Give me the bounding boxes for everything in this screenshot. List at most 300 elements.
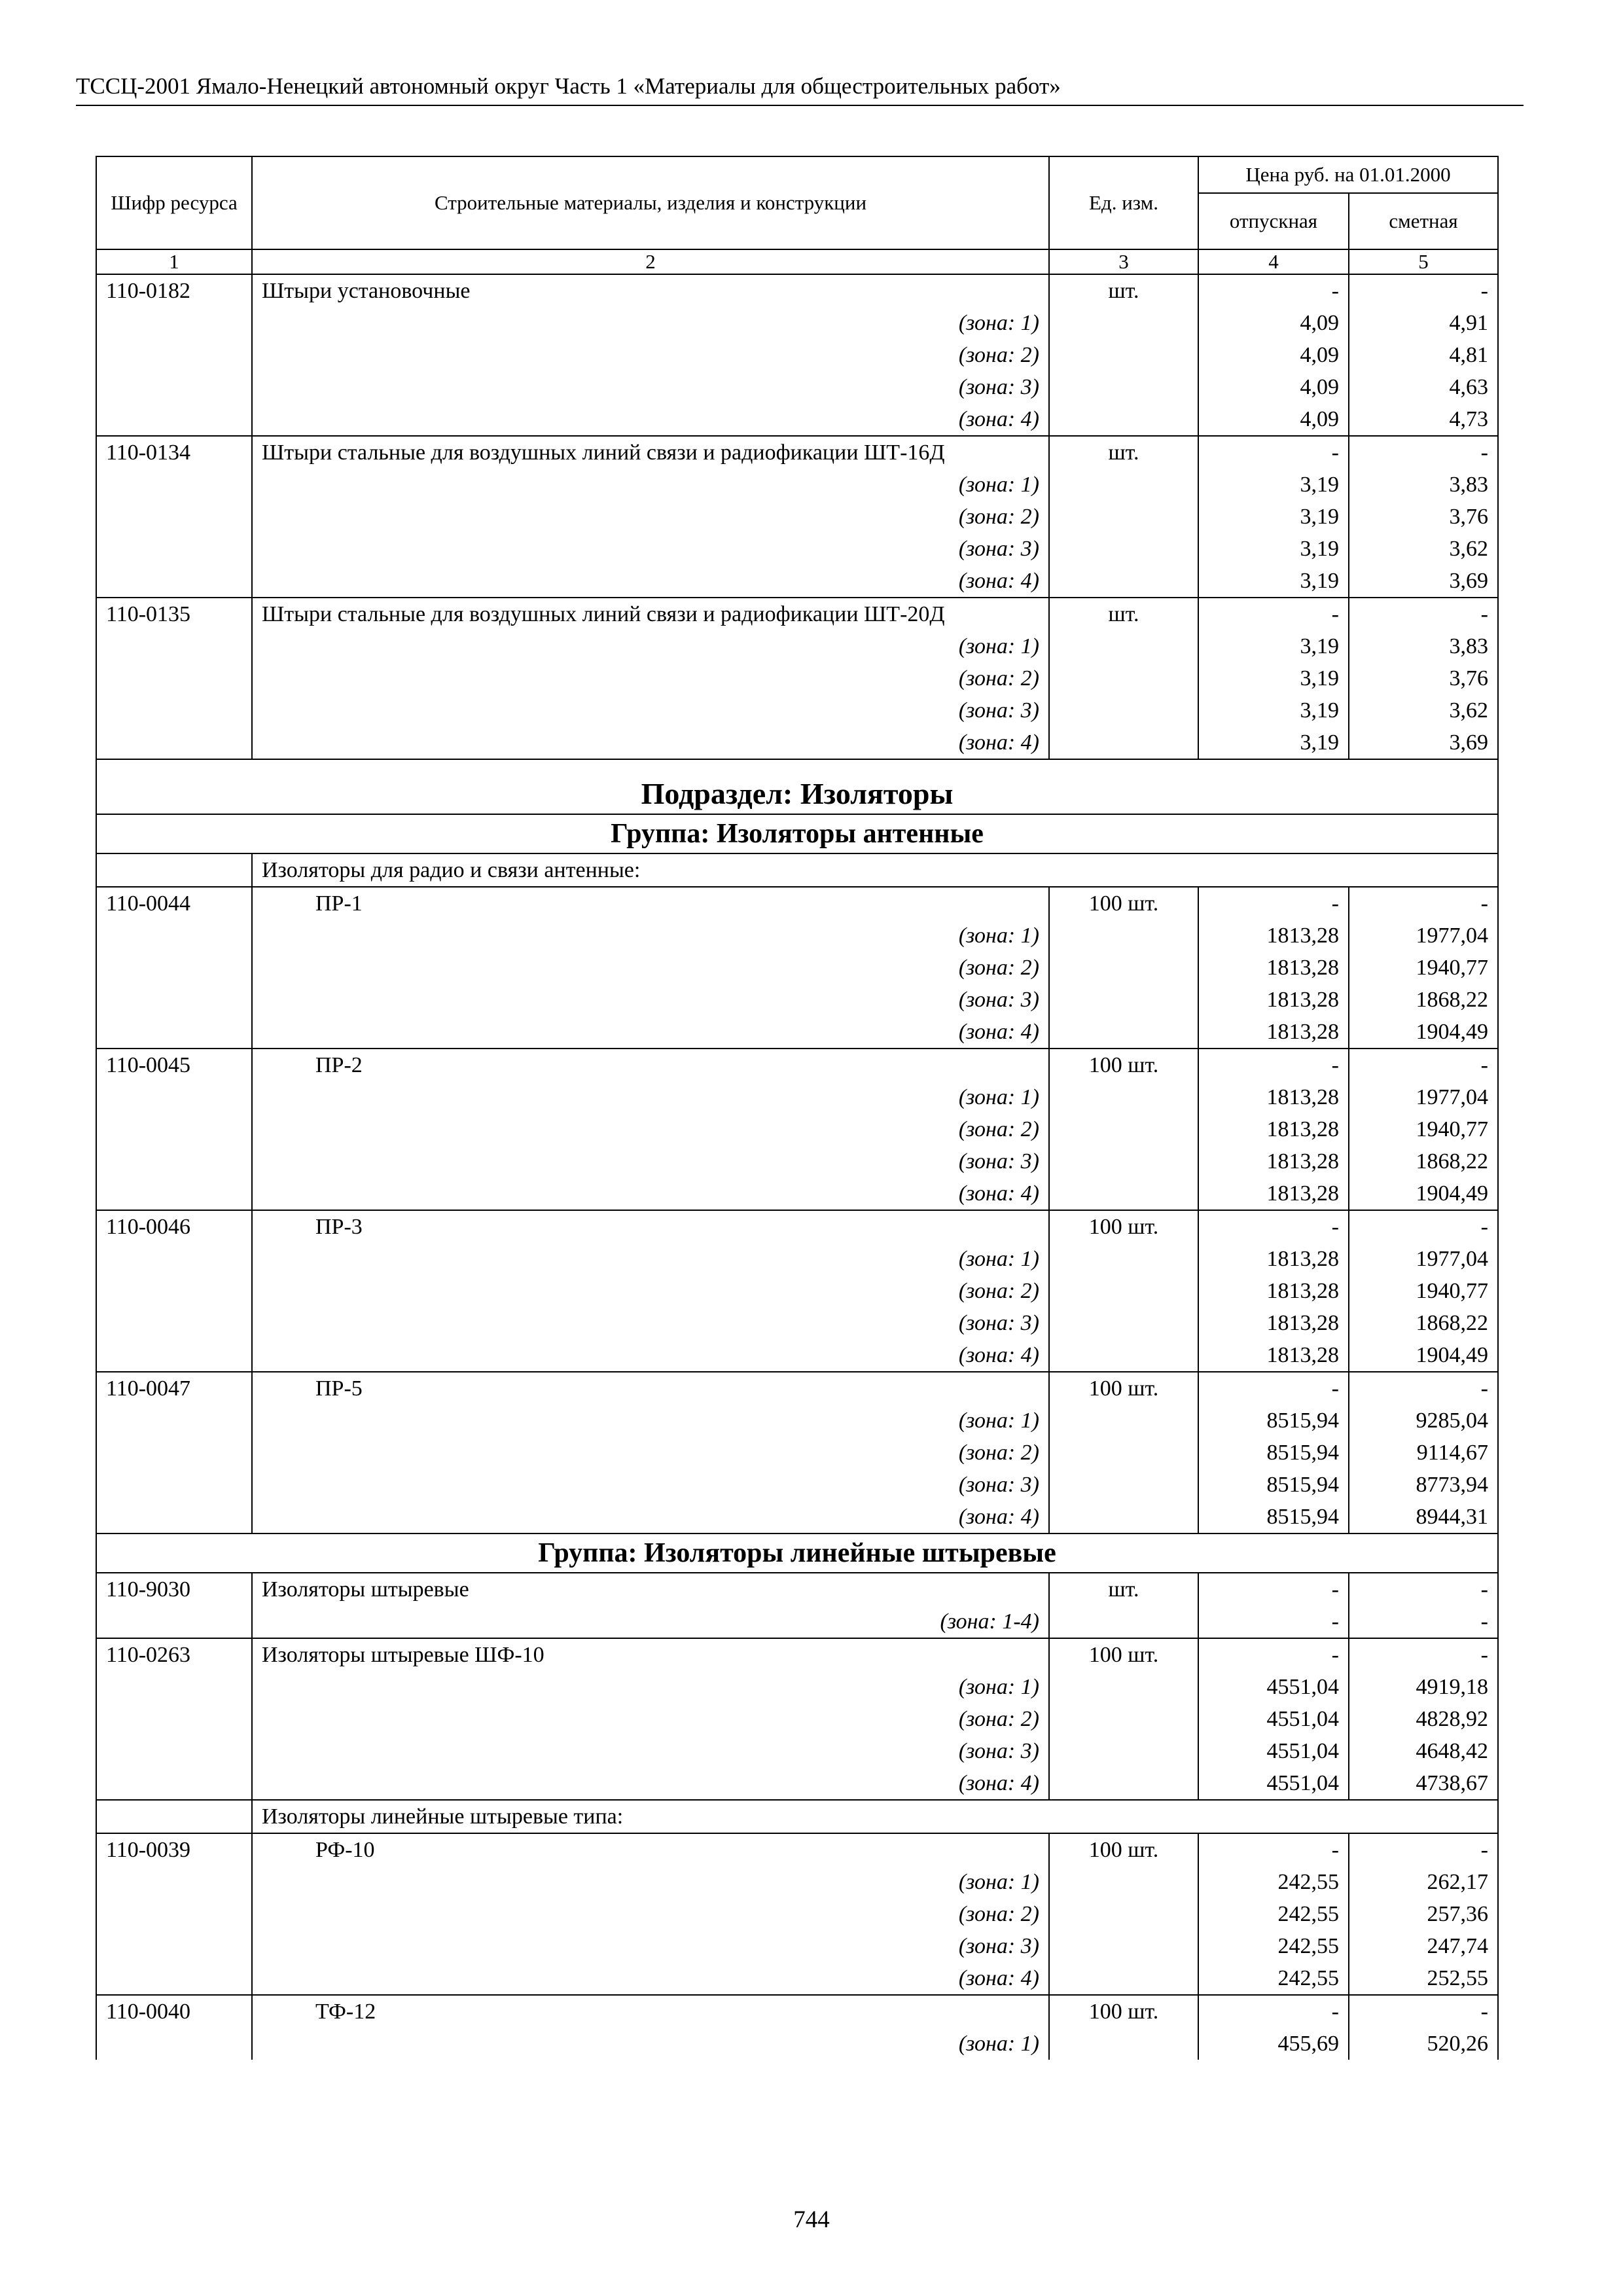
zone-unit-cell	[1049, 1962, 1198, 1995]
col-header-estimate-price: сметная	[1349, 193, 1498, 249]
zone-estimate-price: 1940,77	[1349, 952, 1498, 984]
item-row	[96, 1833, 1498, 1866]
item-unit: 100 шт.	[1049, 1049, 1198, 1081]
zone-unit-cell	[1049, 1605, 1198, 1638]
item-code: 110-0134	[96, 436, 252, 469]
zone-code-cell	[96, 1405, 252, 1437]
zone-code-cell	[96, 1735, 252, 1767]
zone-code-cell	[96, 1767, 252, 1800]
zone-code-cell	[96, 1081, 252, 1113]
zone-unit-cell	[1049, 1243, 1198, 1275]
zone-estimate-price: 1904,49	[1349, 1016, 1498, 1049]
zone-release-price: 8515,94	[1198, 1405, 1349, 1437]
zone-unit-cell	[1049, 1405, 1198, 1437]
item-release-price: -	[1198, 1833, 1349, 1866]
item-estimate-price: -	[1349, 1638, 1498, 1671]
zone-row	[96, 1016, 1498, 1049]
zone-row	[96, 662, 1498, 694]
zone-release-price: 1813,28	[1198, 952, 1349, 984]
zone-release-price: 4551,04	[1198, 1703, 1349, 1735]
zone-unit-cell	[1049, 1866, 1198, 1898]
zone-label: (зона: 1)	[252, 2028, 1049, 2060]
item-code: 110-0044	[96, 887, 252, 920]
item-release-price: -	[1198, 1573, 1349, 1605]
zone-unit-cell	[1049, 533, 1198, 565]
zone-estimate-price: -	[1349, 1605, 1498, 1638]
item-code: 110-0047	[96, 1372, 252, 1405]
zone-release-price: 4551,04	[1198, 1767, 1349, 1800]
item-unit: шт.	[1049, 274, 1198, 307]
zone-release-price: 8515,94	[1198, 1469, 1349, 1501]
zone-release-price: 1813,28	[1198, 1081, 1349, 1113]
zone-estimate-price: 1904,49	[1349, 1339, 1498, 1372]
zone-label: (зона: 3)	[252, 984, 1049, 1016]
item-unit: 100 шт.	[1049, 1995, 1198, 2028]
zone-code-cell	[96, 1307, 252, 1339]
zone-unit-cell	[1049, 726, 1198, 759]
page-number: 744	[793, 2206, 830, 2233]
zone-unit-cell	[1049, 1275, 1198, 1307]
zone-row	[96, 1113, 1498, 1145]
col-header-unit: Ед. изм.	[1049, 156, 1198, 249]
zone-estimate-price: 4,63	[1349, 371, 1498, 403]
zone-unit-cell	[1049, 403, 1198, 436]
zone-label: (зона: 1)	[252, 630, 1049, 662]
zone-label: (зона: 1)	[252, 469, 1049, 501]
zone-release-price: 242,55	[1198, 1962, 1349, 1995]
zone-code-cell	[96, 1145, 252, 1177]
item-name: РФ-10	[252, 1833, 1049, 1866]
zone-unit-cell	[1049, 1898, 1198, 1930]
item-estimate-price: -	[1349, 1833, 1498, 1866]
zone-label: (зона: 1)	[252, 307, 1049, 339]
item-estimate-price: -	[1349, 1210, 1498, 1243]
zone-label: (зона: 2)	[252, 1113, 1049, 1145]
zone-estimate-price: 1940,77	[1349, 1275, 1498, 1307]
item-name: ТФ-12	[252, 1995, 1049, 2028]
zone-row	[96, 694, 1498, 726]
zone-row	[96, 1735, 1498, 1767]
zone-release-price: 4,09	[1198, 371, 1349, 403]
zone-estimate-price: 1868,22	[1349, 1307, 1498, 1339]
zone-code-cell	[96, 533, 252, 565]
zone-label: (зона: 4)	[252, 403, 1049, 436]
zone-unit-cell	[1049, 1767, 1198, 1800]
item-estimate-price: -	[1349, 1573, 1498, 1605]
zone-label: (зона: 2)	[252, 952, 1049, 984]
zone-estimate-price: 3,83	[1349, 469, 1498, 501]
item-row	[96, 274, 1498, 307]
zone-estimate-price: 3,76	[1349, 501, 1498, 533]
zone-row	[96, 630, 1498, 662]
item-release-price: -	[1198, 1049, 1349, 1081]
col-number-4: 4	[1198, 249, 1349, 274]
zone-row	[96, 1177, 1498, 1210]
zone-estimate-price: 247,74	[1349, 1930, 1498, 1962]
zone-unit-cell	[1049, 565, 1198, 598]
zone-release-price: 1813,28	[1198, 1113, 1349, 1145]
zone-row	[96, 1437, 1498, 1469]
zone-estimate-price: 1904,49	[1349, 1177, 1498, 1210]
item-row	[96, 1995, 1498, 2028]
item-estimate-price: -	[1349, 436, 1498, 469]
zone-label: (зона: 4)	[252, 1016, 1049, 1049]
zone-code-cell	[96, 1275, 252, 1307]
item-estimate-price: -	[1349, 274, 1498, 307]
note-code-cell	[96, 853, 252, 887]
col-number-1: 1	[96, 249, 252, 274]
zone-label: (зона: 3)	[252, 1307, 1049, 1339]
zone-row	[96, 1145, 1498, 1177]
zone-code-cell	[96, 920, 252, 952]
zone-release-price: 1813,28	[1198, 1243, 1349, 1275]
zone-unit-cell	[1049, 469, 1198, 501]
zone-estimate-price: 4828,92	[1349, 1703, 1498, 1735]
zone-row	[96, 1339, 1498, 1372]
zone-release-price: 4,09	[1198, 403, 1349, 436]
zone-release-price: 3,19	[1198, 662, 1349, 694]
subsection-title: Подраздел: Изоляторы	[96, 759, 1498, 814]
item-name: Штыри установочные	[252, 274, 1049, 307]
item-estimate-price: -	[1349, 1049, 1498, 1081]
zone-estimate-price: 1868,22	[1349, 1145, 1498, 1177]
group-note-row	[96, 853, 1498, 887]
zone-estimate-price: 8773,94	[1349, 1469, 1498, 1501]
col-number-2: 2	[252, 249, 1049, 274]
zone-label: (зона: 4)	[252, 1767, 1049, 1800]
zone-unit-cell	[1049, 1339, 1198, 1372]
zone-estimate-price: 9285,04	[1349, 1405, 1498, 1437]
item-row	[96, 598, 1498, 630]
zone-release-price: 3,19	[1198, 501, 1349, 533]
zone-estimate-price: 3,62	[1349, 533, 1498, 565]
item-code: 110-0045	[96, 1049, 252, 1081]
zone-estimate-price: 3,69	[1349, 565, 1498, 598]
zone-release-price: 455,69	[1198, 2028, 1349, 2060]
note-code-cell	[96, 1800, 252, 1833]
zone-unit-cell	[1049, 307, 1198, 339]
zone-row	[96, 339, 1498, 371]
item-unit: шт.	[1049, 436, 1198, 469]
col-header-release-price: отпускная	[1198, 193, 1349, 249]
zone-release-price: 3,19	[1198, 469, 1349, 501]
zone-code-cell	[96, 1469, 252, 1501]
zone-unit-cell	[1049, 1145, 1198, 1177]
item-name: Изоляторы штыревые	[252, 1573, 1049, 1605]
zone-code-cell	[96, 1962, 252, 1995]
item-release-price: -	[1198, 598, 1349, 630]
zone-estimate-price: 257,36	[1349, 1898, 1498, 1930]
zone-label: (зона: 4)	[252, 1177, 1049, 1210]
zone-row	[96, 1605, 1498, 1638]
group-title-row	[96, 1534, 1498, 1573]
zone-label: (зона: 3)	[252, 1145, 1049, 1177]
col-number-3: 3	[1049, 249, 1198, 274]
item-estimate-price: -	[1349, 887, 1498, 920]
zone-label: (зона: 1)	[252, 1866, 1049, 1898]
zone-code-cell	[96, 726, 252, 759]
zone-unit-cell	[1049, 694, 1198, 726]
zone-code-cell	[96, 1703, 252, 1735]
zone-code-cell	[96, 1437, 252, 1469]
zone-release-price: 3,19	[1198, 533, 1349, 565]
zone-code-cell	[96, 630, 252, 662]
zone-unit-cell	[1049, 371, 1198, 403]
zone-row	[96, 565, 1498, 598]
zone-label: (зона: 3)	[252, 371, 1049, 403]
item-unit: шт.	[1049, 598, 1198, 630]
zone-label: (зона: 4)	[252, 726, 1049, 759]
zone-label: (зона: 1)	[252, 1243, 1049, 1275]
zone-code-cell	[96, 1605, 252, 1638]
price-table	[96, 156, 1499, 2060]
item-release-price: -	[1198, 436, 1349, 469]
zone-code-cell	[96, 662, 252, 694]
item-row	[96, 1573, 1498, 1605]
item-release-price: -	[1198, 1210, 1349, 1243]
zone-unit-cell	[1049, 1081, 1198, 1113]
zone-label: (зона: 3)	[252, 1735, 1049, 1767]
item-name: Изоляторы штыревые ШФ-10	[252, 1638, 1049, 1671]
zone-release-price: 3,19	[1198, 565, 1349, 598]
zone-unit-cell	[1049, 1113, 1198, 1145]
zone-code-cell	[96, 694, 252, 726]
zone-code-cell	[96, 2028, 252, 2060]
zone-estimate-price: 3,76	[1349, 662, 1498, 694]
zone-estimate-price: 3,69	[1349, 726, 1498, 759]
zone-label: (зона: 4)	[252, 1339, 1049, 1372]
zone-release-price: 1813,28	[1198, 1275, 1349, 1307]
zone-code-cell	[96, 565, 252, 598]
zone-code-cell	[96, 1177, 252, 1210]
subsection-title-row	[96, 759, 1498, 814]
zone-row	[96, 469, 1498, 501]
item-estimate-price: -	[1349, 1995, 1498, 2028]
group-note-row	[96, 1800, 1498, 1833]
zone-estimate-price: 1940,77	[1349, 1113, 1498, 1145]
zone-unit-cell	[1049, 1177, 1198, 1210]
zone-estimate-price: 4648,42	[1349, 1735, 1498, 1767]
item-code: 110-0135	[96, 598, 252, 630]
zone-estimate-price: 8944,31	[1349, 1501, 1498, 1534]
col-header-price: Цена руб. на 01.01.2000	[1198, 156, 1498, 193]
zone-row	[96, 1307, 1498, 1339]
zone-code-cell	[96, 501, 252, 533]
zone-release-price: 4,09	[1198, 339, 1349, 371]
zone-code-cell	[96, 339, 252, 371]
zone-unit-cell	[1049, 1016, 1198, 1049]
zone-unit-cell	[1049, 2028, 1198, 2060]
zone-row	[96, 501, 1498, 533]
item-code: 110-0046	[96, 1210, 252, 1243]
item-code: 110-0040	[96, 1995, 252, 2028]
item-row	[96, 1049, 1498, 1081]
zone-release-price: 8515,94	[1198, 1501, 1349, 1534]
zone-release-price: 1813,28	[1198, 920, 1349, 952]
item-release-price: -	[1198, 274, 1349, 307]
zone-code-cell	[96, 307, 252, 339]
zone-unit-cell	[1049, 1671, 1198, 1703]
zone-code-cell	[96, 1243, 252, 1275]
item-row	[96, 1210, 1498, 1243]
zone-code-cell	[96, 371, 252, 403]
item-code: 110-0263	[96, 1638, 252, 1671]
zone-row	[96, 952, 1498, 984]
item-unit: шт.	[1049, 1573, 1198, 1605]
zone-label: (зона: 3)	[252, 533, 1049, 565]
zone-estimate-price: 1977,04	[1349, 1081, 1498, 1113]
zone-unit-cell	[1049, 1735, 1198, 1767]
zone-unit-cell	[1049, 1501, 1198, 1534]
zone-estimate-price: 4,91	[1349, 307, 1498, 339]
zone-estimate-price: 262,17	[1349, 1866, 1498, 1898]
zone-code-cell	[96, 1898, 252, 1930]
zone-row	[96, 920, 1498, 952]
zone-release-price: 1813,28	[1198, 1016, 1349, 1049]
item-row	[96, 887, 1498, 920]
col-header-code: Шифр ресурса	[96, 156, 252, 249]
zone-release-price: 242,55	[1198, 1930, 1349, 1962]
item-name: ПР-2	[252, 1049, 1049, 1081]
item-name: Штыри стальные для воздушных линий связи и радиофикации ШТ-16Д	[252, 436, 1049, 469]
zone-label: (зона: 3)	[252, 694, 1049, 726]
zone-label: (зона: 3)	[252, 1469, 1049, 1501]
item-name: ПР-1	[252, 887, 1049, 920]
zone-release-price: 1813,28	[1198, 1339, 1349, 1372]
zone-estimate-price: 4738,67	[1349, 1767, 1498, 1800]
item-unit: 100 шт.	[1049, 1210, 1198, 1243]
zone-release-price: 3,19	[1198, 694, 1349, 726]
col-header-name: Строительные материалы, изделия и конструкции	[252, 156, 1049, 249]
group-title: Группа: Изоляторы антенные	[96, 814, 1498, 853]
zone-unit-cell	[1049, 920, 1198, 952]
zone-label: (зона: 4)	[252, 565, 1049, 598]
item-name: Штыри стальные для воздушных линий связи и радиофикации ШТ-20Д	[252, 598, 1049, 630]
zone-row	[96, 403, 1498, 436]
zone-row	[96, 2028, 1498, 2060]
item-unit: 100 шт.	[1049, 1638, 1198, 1671]
zone-estimate-price: 3,62	[1349, 694, 1498, 726]
zone-label: (зона: 1)	[252, 1405, 1049, 1437]
item-estimate-price: -	[1349, 1372, 1498, 1405]
zone-label: (зона: 2)	[252, 662, 1049, 694]
zone-release-price: 3,19	[1198, 726, 1349, 759]
zone-label: (зона: 3)	[252, 1930, 1049, 1962]
zone-row	[96, 1671, 1498, 1703]
zone-unit-cell	[1049, 984, 1198, 1016]
zone-label: (зона: 2)	[252, 501, 1049, 533]
zone-row	[96, 1767, 1498, 1800]
zone-release-price: 3,19	[1198, 630, 1349, 662]
zone-label: (зона: 1)	[252, 920, 1049, 952]
zone-estimate-price: 1977,04	[1349, 1243, 1498, 1275]
zone-row	[96, 1703, 1498, 1735]
zone-unit-cell	[1049, 630, 1198, 662]
zone-release-price: 1813,28	[1198, 1177, 1349, 1210]
document-header-title: ТССЦ-2001 Ямало-Ненецкий автономный округ Часть 1 «Материалы для общестроительных работ»	[76, 73, 1061, 99]
zone-label: (зона: 1-4)	[252, 1605, 1049, 1638]
item-release-price: -	[1198, 1638, 1349, 1671]
item-code: 110-9030	[96, 1573, 252, 1605]
col-number-5: 5	[1349, 249, 1498, 274]
item-release-price: -	[1198, 1995, 1349, 2028]
zone-row	[96, 1469, 1498, 1501]
zone-release-price: 1813,28	[1198, 984, 1349, 1016]
item-release-price: -	[1198, 1372, 1349, 1405]
zone-release-price: 242,55	[1198, 1866, 1349, 1898]
zone-code-cell	[96, 403, 252, 436]
zone-label: (зона: 2)	[252, 1275, 1049, 1307]
zone-estimate-price: 3,83	[1349, 630, 1498, 662]
zone-unit-cell	[1049, 1930, 1198, 1962]
item-row	[96, 1372, 1498, 1405]
zone-row	[96, 1866, 1498, 1898]
zone-label: (зона: 1)	[252, 1081, 1049, 1113]
group-title: Группа: Изоляторы линейные штыревые	[96, 1534, 1498, 1573]
zone-row	[96, 984, 1498, 1016]
zone-label: (зона: 2)	[252, 1437, 1049, 1469]
zone-label: (зона: 4)	[252, 1962, 1049, 1995]
zone-code-cell	[96, 984, 252, 1016]
zone-unit-cell	[1049, 501, 1198, 533]
group-title-row	[96, 814, 1498, 853]
zone-row	[96, 533, 1498, 565]
zone-unit-cell	[1049, 662, 1198, 694]
item-name: ПР-5	[252, 1372, 1049, 1405]
zone-row	[96, 1243, 1498, 1275]
zone-row	[96, 1962, 1498, 1995]
zone-estimate-price: 4,81	[1349, 339, 1498, 371]
zone-unit-cell	[1049, 1307, 1198, 1339]
zone-release-price: 8515,94	[1198, 1437, 1349, 1469]
item-release-price: -	[1198, 887, 1349, 920]
zone-estimate-price: 252,55	[1349, 1962, 1498, 1995]
zone-code-cell	[96, 1930, 252, 1962]
zone-row	[96, 1081, 1498, 1113]
zone-unit-cell	[1049, 952, 1198, 984]
zone-row	[96, 1275, 1498, 1307]
zone-code-cell	[96, 1501, 252, 1534]
group-note: Изоляторы для радио и связи антенные:	[252, 853, 1498, 887]
zone-label: (зона: 2)	[252, 339, 1049, 371]
zone-label: (зона: 1)	[252, 1671, 1049, 1703]
zone-unit-cell	[1049, 339, 1198, 371]
zone-estimate-price: 9114,67	[1349, 1437, 1498, 1469]
item-estimate-price: -	[1349, 598, 1498, 630]
item-unit: 100 шт.	[1049, 1833, 1198, 1866]
zone-unit-cell	[1049, 1437, 1198, 1469]
zone-row	[96, 726, 1498, 759]
zone-row	[96, 371, 1498, 403]
item-row	[96, 436, 1498, 469]
header-rule	[76, 105, 1524, 106]
zone-unit-cell	[1049, 1469, 1198, 1501]
zone-code-cell	[96, 1866, 252, 1898]
zone-unit-cell	[1049, 1703, 1198, 1735]
zone-code-cell	[96, 1113, 252, 1145]
item-unit: 100 шт.	[1049, 1372, 1198, 1405]
item-name: ПР-3	[252, 1210, 1049, 1243]
price-table-body	[96, 156, 1498, 2060]
zone-estimate-price: 1977,04	[1349, 920, 1498, 952]
zone-estimate-price: 4919,18	[1349, 1671, 1498, 1703]
item-unit: 100 шт.	[1049, 887, 1198, 920]
zone-release-price: 242,55	[1198, 1898, 1349, 1930]
zone-release-price: 1813,28	[1198, 1145, 1349, 1177]
zone-code-cell	[96, 469, 252, 501]
zone-label: (зона: 2)	[252, 1898, 1049, 1930]
zone-estimate-price: 4,73	[1349, 403, 1498, 436]
